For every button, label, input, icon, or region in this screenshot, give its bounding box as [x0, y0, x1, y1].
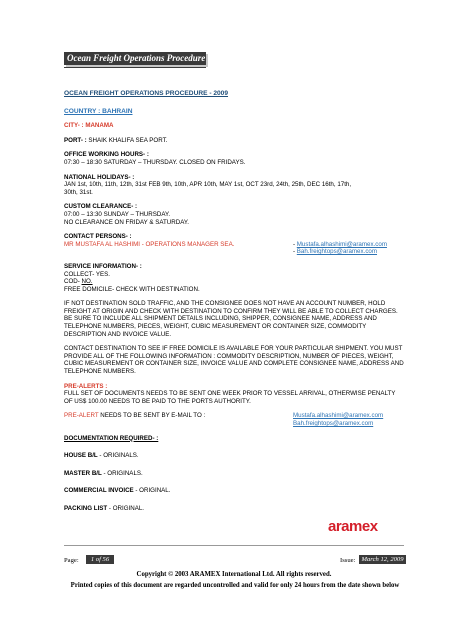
- contact-row: [64, 241, 404, 256]
- docs-required-label: DOCUMENTATION REQUIRED- :: [64, 434, 159, 442]
- contact-name: MR MUSTAFA AL HASHIMI - OPERATIONS MANAGER SEA.: [64, 240, 235, 248]
- port-label: PORT- :: [64, 136, 87, 144]
- holidays-line2: 30th, 31st.: [64, 188, 93, 196]
- header-title: Ocean Freight Operations Procedure: [67, 53, 206, 63]
- service-cod: [64, 278, 404, 286]
- page-label: Page:: [64, 557, 79, 564]
- issue-date: March 12, 2009: [359, 555, 406, 564]
- house-bl-value: - ORIGINALS.: [97, 452, 139, 460]
- packing-list-label: PACKING LIST: [64, 504, 108, 512]
- port-value: SHAIK KHALIFA SEA PORT.: [86, 136, 168, 144]
- port-line: [64, 137, 404, 145]
- document-body: [64, 90, 404, 513]
- packing-list-line: [64, 505, 404, 513]
- issue-label: Issue:: [340, 557, 356, 564]
- house-bl-label: HOUSE B/L: [64, 452, 98, 460]
- contact-emails: - Mustafa.alhashimi@aramex.com - Bah.freightops@aramex.com: [293, 240, 387, 256]
- service-cod-value: NO.: [81, 278, 93, 286]
- commercial-invoice-value: - ORIGINAL.: [133, 487, 171, 495]
- page-number: 1 of 56: [86, 555, 114, 564]
- aramex-logo: aramex: [328, 518, 378, 535]
- house-bl-line: [64, 452, 404, 460]
- customs-line2: NO CLEARANCE ON FRIDAY & SATURDAY.: [64, 218, 189, 226]
- city-label: CITY- :: [64, 122, 84, 130]
- holidays-line1: JAN 1st, 10th, 11th, 12th, 31st FEB 9th, 10th, APR 10th, MAY 1st, OCT 23rd, 24th, 25th, DEC 16th, 17th,: [64, 181, 352, 189]
- service-collect: COLLECT- YES.: [64, 270, 110, 278]
- printed-copies-notice: Printed copies of this document are regarded uncontrolled and valid for only 24 hours from the date shown below: [70, 582, 400, 589]
- prealert-email-instruction: [64, 412, 293, 427]
- master-bl-value: - ORIGINALS.: [101, 469, 143, 477]
- contact-email-2[interactable]: Bah.freightops@aramex.com: [296, 248, 378, 256]
- city-value: MANAMA: [83, 122, 114, 130]
- commercial-invoice-line: [64, 487, 404, 495]
- main-title: OCEAN FREIGHT OPERATIONS PROCEDURE - 2009: [64, 90, 229, 97]
- prealert-email-row: [64, 412, 404, 427]
- prealert-text: NEEDS TO BE SENT BY E-MAIL TO :: [98, 412, 206, 420]
- packing-list-value: - ORIGINAL.: [107, 504, 144, 512]
- commercial-invoice-label: COMMERCIAL INVOICE: [64, 487, 134, 495]
- country-heading: COUNTRY : BAHRAIN: [64, 107, 133, 115]
- city-line: [64, 122, 404, 130]
- office-hours-label: OFFICE WORKING HOURS- :: [64, 151, 149, 159]
- prealert-email-1[interactable]: Mustafa.alhashimi@aramex.com: [293, 412, 384, 420]
- prealert-prefix: PRE-ALERT: [64, 412, 99, 420]
- master-bl-line: [64, 470, 404, 478]
- holidays-label: NATIONAL HOLIDAYS- :: [64, 173, 135, 181]
- contact-email-1[interactable]: Mustafa.alhashimi@aramex.com: [296, 240, 387, 248]
- customs-line1: 07:00 – 13:30 SUNDAY – THURSDAY.: [64, 210, 171, 218]
- prealerts-label: PRE-ALERTS :: [64, 382, 108, 390]
- prealert-emails: [293, 412, 404, 427]
- service-domicile: FREE DOMICILE- CHECK WITH DESTINATION.: [64, 285, 200, 293]
- paragraph-1: IF NOT DESTINATION SOLD TRAFFIC, AND THE CONSIGNEE DOES NOT HAVE AN ACCOUNT NUMBER, HOLD FREIGHT AT ORIGIN AND CHECK WITH DESTINATION TO CONFIRM THEY WILL BE ABLE TO COLLECT CHARGES. BE SURE TO INCLUDE ALL SHIPMENT DETAILS INCLUDING, SHIPPER, CONSIGNEE NAME, ADDRESS AND TELEPHONE NUMBERS, PIECES, WEIGHT, CUBIC MEASUREMENT OR CONTAINER SIZE, COMMODITY DESCRIPTION AND INVOICE VALUE.: [64, 300, 398, 338]
- copyright-notice: Copyright © 2003 ARAMEX International Ltd. All rights reserved.: [136, 571, 332, 578]
- service-label: SERVICE INFORMATION- :: [64, 262, 142, 270]
- service-cod-prefix: COD-: [64, 278, 82, 286]
- footer-rule: [64, 545, 404, 546]
- contact-label: CONTACT PERSONS- :: [64, 233, 132, 241]
- prealert-email-2[interactable]: Bah.freightops@aramex.com: [293, 420, 374, 427]
- master-bl-label: MASTER B/L: [64, 469, 102, 477]
- header-rule: [64, 67, 206, 68]
- prealerts-text: FULL SET OF DOCUMENTS NEEDS TO BE SENT ONE WEEK PRIOR TO VESSEL ARRIVAL, OTHERWISE PENALTY OF US$ 100.00 NEEDS TO BE PAID TO THE PORTS AUTHORITY.: [64, 390, 396, 405]
- customs-label: CUSTOM CLEARANCE- :: [64, 203, 138, 211]
- paragraph-2: CONTACT DESTINATION TO SEE IF FREE DOMICILE IS AVAILABLE FOR YOUR PARTICULAR SHIPMENT. YOU MUST PROVIDE ALL OF THE FOLLOWING INFORMATION : COMMODITY DESCRIPTION, NUMBER OF PIECES, WEIGHT, CUBIC MEASUREMENT OR CONTAINER SIZE, INVOICE VALUE AND COMPLETE CONSIGNEE NAME, ADDRESS AND TELEPHONE NUMBERS.: [64, 345, 404, 376]
- office-hours-value: 07:30 – 18:30 SATURDAY – THURSDAY. CLOSED ON FRIDAYS.: [64, 158, 246, 166]
